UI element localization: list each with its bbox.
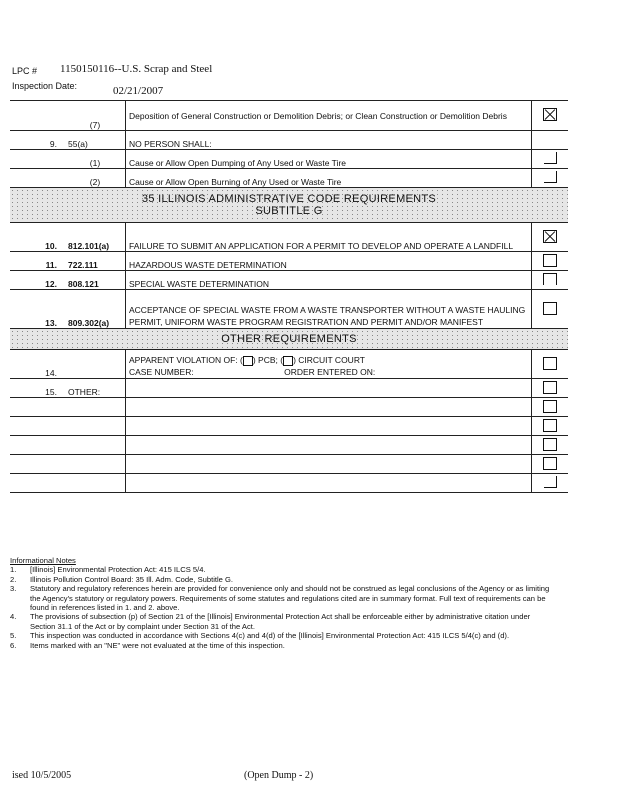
revision-footer: ised 10/5/2005 — [12, 770, 72, 781]
row-description: FAILURE TO SUBMIT AN APPLICATION FOR A PERMIT TO DEVELOP AND OPERATE A LANDFILL — [126, 223, 532, 252]
note-item — [10, 612, 550, 631]
checkbox-empty[interactable] — [543, 273, 557, 285]
table-row — [10, 398, 568, 417]
table-row — [10, 223, 568, 252]
row-citation: 808.121 — [65, 271, 126, 290]
note-item — [10, 631, 550, 640]
note-text: [Illinois] Environmental Protection Act: 415 ILCS 5/4. — [30, 565, 206, 575]
table-row — [10, 290, 568, 329]
checkbox-empty[interactable] — [543, 357, 557, 370]
checkbox-empty[interactable] — [543, 438, 557, 451]
checkbox-empty[interactable] — [543, 381, 557, 394]
table-row — [10, 169, 568, 188]
row-citation — [65, 417, 126, 436]
row-citation — [65, 474, 126, 493]
circuit-court-checkbox[interactable] — [283, 356, 293, 366]
table-row — [10, 417, 568, 436]
row-checkbox-cell — [532, 271, 569, 290]
circuit-court-label: ) CIRCUIT COURT — [293, 355, 365, 365]
row-citation: OTHER: — [65, 379, 126, 398]
other-line — [126, 417, 532, 436]
table-row — [10, 379, 568, 398]
row-checkbox-cell — [532, 290, 569, 329]
row-checkbox-cell — [532, 474, 569, 493]
checkbox-checked[interactable] — [543, 230, 557, 243]
row-number — [10, 474, 65, 493]
row-description: NO PERSON SHALL: — [126, 131, 532, 150]
checkbox-empty[interactable] — [544, 171, 557, 183]
case-line — [129, 366, 528, 378]
table-row — [10, 455, 568, 474]
row-number: 11. — [10, 252, 65, 271]
lpc-label: LPC # — [12, 66, 38, 76]
row-citation: 812.101(a) — [65, 223, 126, 252]
pcb-label: ) PCB; ( — [252, 355, 284, 365]
section-title-line1: 35 ILLINOIS ADMINISTRATIVE CODE REQUIREMENTS — [141, 193, 437, 205]
table-row — [10, 350, 568, 379]
section-header-row — [10, 329, 568, 350]
note-item — [10, 575, 550, 584]
table-row — [10, 436, 568, 455]
violation-label: APPARENT VIOLATION OF: ( — [129, 355, 243, 365]
row-number — [10, 455, 65, 474]
other-line — [126, 474, 532, 493]
pcb-checkbox[interactable] — [243, 356, 253, 366]
note-number: 3. — [10, 584, 17, 594]
row-checkbox-cell — [532, 350, 569, 379]
row-number: 12. — [10, 271, 65, 290]
row-citation: 722.111 — [65, 252, 126, 271]
row-checkbox-cell — [532, 398, 569, 417]
checkbox-empty[interactable] — [543, 457, 557, 470]
row-citation — [65, 350, 126, 379]
row-description: Cause or Allow Open Dumping of Any Used or Waste Tire — [126, 150, 532, 169]
row-description: HAZARDOUS WASTE DETERMINATION — [126, 252, 532, 271]
table-row — [10, 131, 568, 150]
note-number: 6. — [10, 640, 17, 650]
row-number: 14. — [10, 350, 65, 379]
row-citation: (2) — [65, 169, 126, 188]
other-line — [126, 436, 532, 455]
checkbox-empty[interactable] — [543, 254, 557, 267]
row-number — [10, 417, 65, 436]
notes-title: Informational Notes — [10, 556, 76, 565]
note-number: 1. — [10, 565, 17, 575]
table-row — [10, 101, 568, 131]
row-description: Deposition of General Construction or Demolition Debris; or Clean Construction or Demolition Debris — [126, 101, 532, 131]
section-title-line2: SUBTITLE G — [255, 205, 323, 217]
note-item — [10, 565, 550, 574]
apparent-violation-line — [129, 354, 528, 366]
note-item — [10, 584, 550, 612]
order-entered-label: ORDER ENTERED ON: — [284, 367, 376, 377]
row-checkbox-cell — [532, 223, 569, 252]
row-checkbox-cell — [532, 436, 569, 455]
checkbox-empty[interactable] — [543, 419, 557, 432]
row-citation: (1) — [65, 150, 126, 169]
note-number: 2. — [10, 574, 17, 584]
section-header: OTHER REQUIREMENTS — [10, 329, 568, 350]
row-citation: 55(a) — [65, 131, 126, 150]
table-row — [10, 474, 568, 493]
table-row — [10, 252, 568, 271]
row-citation: 809.302(a) — [65, 290, 126, 329]
row-checkbox-cell — [532, 169, 569, 188]
row-number — [10, 101, 65, 131]
row-checkbox-cell — [532, 252, 569, 271]
note-text: Statutory and regulatory references herein are provided for convenience only and should not be construed as legal conclusions of the Agency or as limiting the Agency's statutory or regulatory powers. Requirements of some statutes and regulations cited are in summary format. Full text of requirements can be found in references listed in 1. and 2. above. — [30, 584, 550, 613]
case-number-label: CASE NUMBER: — [129, 367, 194, 377]
checkbox-empty[interactable] — [544, 476, 557, 488]
row-description: ACCEPTANCE OF SPECIAL WASTE FROM A WASTE TRANSPORTER WITHOUT A WASTE HAULING PERMIT, UNIFORM WASTE PROGRAM REGISTRATION AND PERMIT AND/OR MANIFEST — [126, 290, 532, 329]
row-checkbox-cell — [532, 455, 569, 474]
note-text: Illinois Pollution Control Board: 35 Ill. Adm. Code, Subtitle G. — [30, 574, 234, 584]
row-number: 9. — [10, 131, 65, 150]
note-item — [10, 641, 550, 650]
row-checkbox-cell — [532, 379, 569, 398]
row-description: SPECIAL WASTE DETERMINATION — [126, 271, 532, 290]
other-line — [126, 455, 532, 474]
checkbox-checked[interactable] — [543, 108, 557, 121]
table-row — [10, 150, 568, 169]
row-number — [10, 169, 65, 188]
row-description: Cause or Allow Open Burning of Any Used or Waste Tire — [126, 169, 532, 188]
inspection-date-value: 02/21/2007 — [113, 85, 164, 97]
row-number — [10, 398, 65, 417]
inspection-checklist-table — [10, 100, 568, 493]
row-citation: (7) — [65, 101, 126, 131]
page-footer: (Open Dump - 2) — [244, 770, 314, 781]
row-citation — [65, 436, 126, 455]
row-checkbox-cell — [532, 417, 569, 436]
checkbox-empty[interactable] — [543, 400, 557, 413]
row-citation — [65, 398, 126, 417]
row-number — [10, 150, 65, 169]
section-header — [10, 188, 568, 223]
note-text: The provisions of subsection (p) of Section 21 of the [Illinois] Environmental Protection Act shall be enforceable either by administrative citation under Section 31.1 of the Act or by complaint under Section 31 of the Act. — [30, 612, 531, 631]
section-header-row — [10, 188, 568, 223]
note-text: This inspection was conducted in accordance with Sections 4(c) and 4(d) of the [Illinois] Environmental Protection Act: 415 ILCS 5/4(c) and (d). — [30, 631, 510, 641]
informational-notes — [10, 556, 550, 650]
row-number: 13. — [10, 290, 65, 329]
note-number: 4. — [10, 612, 17, 622]
table-row — [10, 271, 568, 290]
row-checkbox-cell — [532, 131, 569, 150]
row-description — [126, 350, 532, 379]
checkbox-empty[interactable] — [544, 152, 557, 164]
row-checkbox-cell — [532, 150, 569, 169]
note-text: Items marked with an "NE" were not evaluated at the time of this inspection. — [30, 640, 285, 650]
row-checkbox-cell — [532, 101, 569, 131]
other-line — [126, 398, 532, 417]
note-number: 5. — [10, 631, 17, 641]
checkbox-empty[interactable] — [543, 302, 557, 315]
row-number: 15. — [10, 379, 65, 398]
row-citation — [65, 455, 126, 474]
other-line — [126, 379, 532, 398]
row-number: 10. — [10, 223, 65, 252]
inspection-date-label: Inspection Date: — [12, 81, 78, 91]
lpc-value: 1150150116--U.S. Scrap and Steel — [60, 63, 213, 75]
row-number — [10, 436, 65, 455]
